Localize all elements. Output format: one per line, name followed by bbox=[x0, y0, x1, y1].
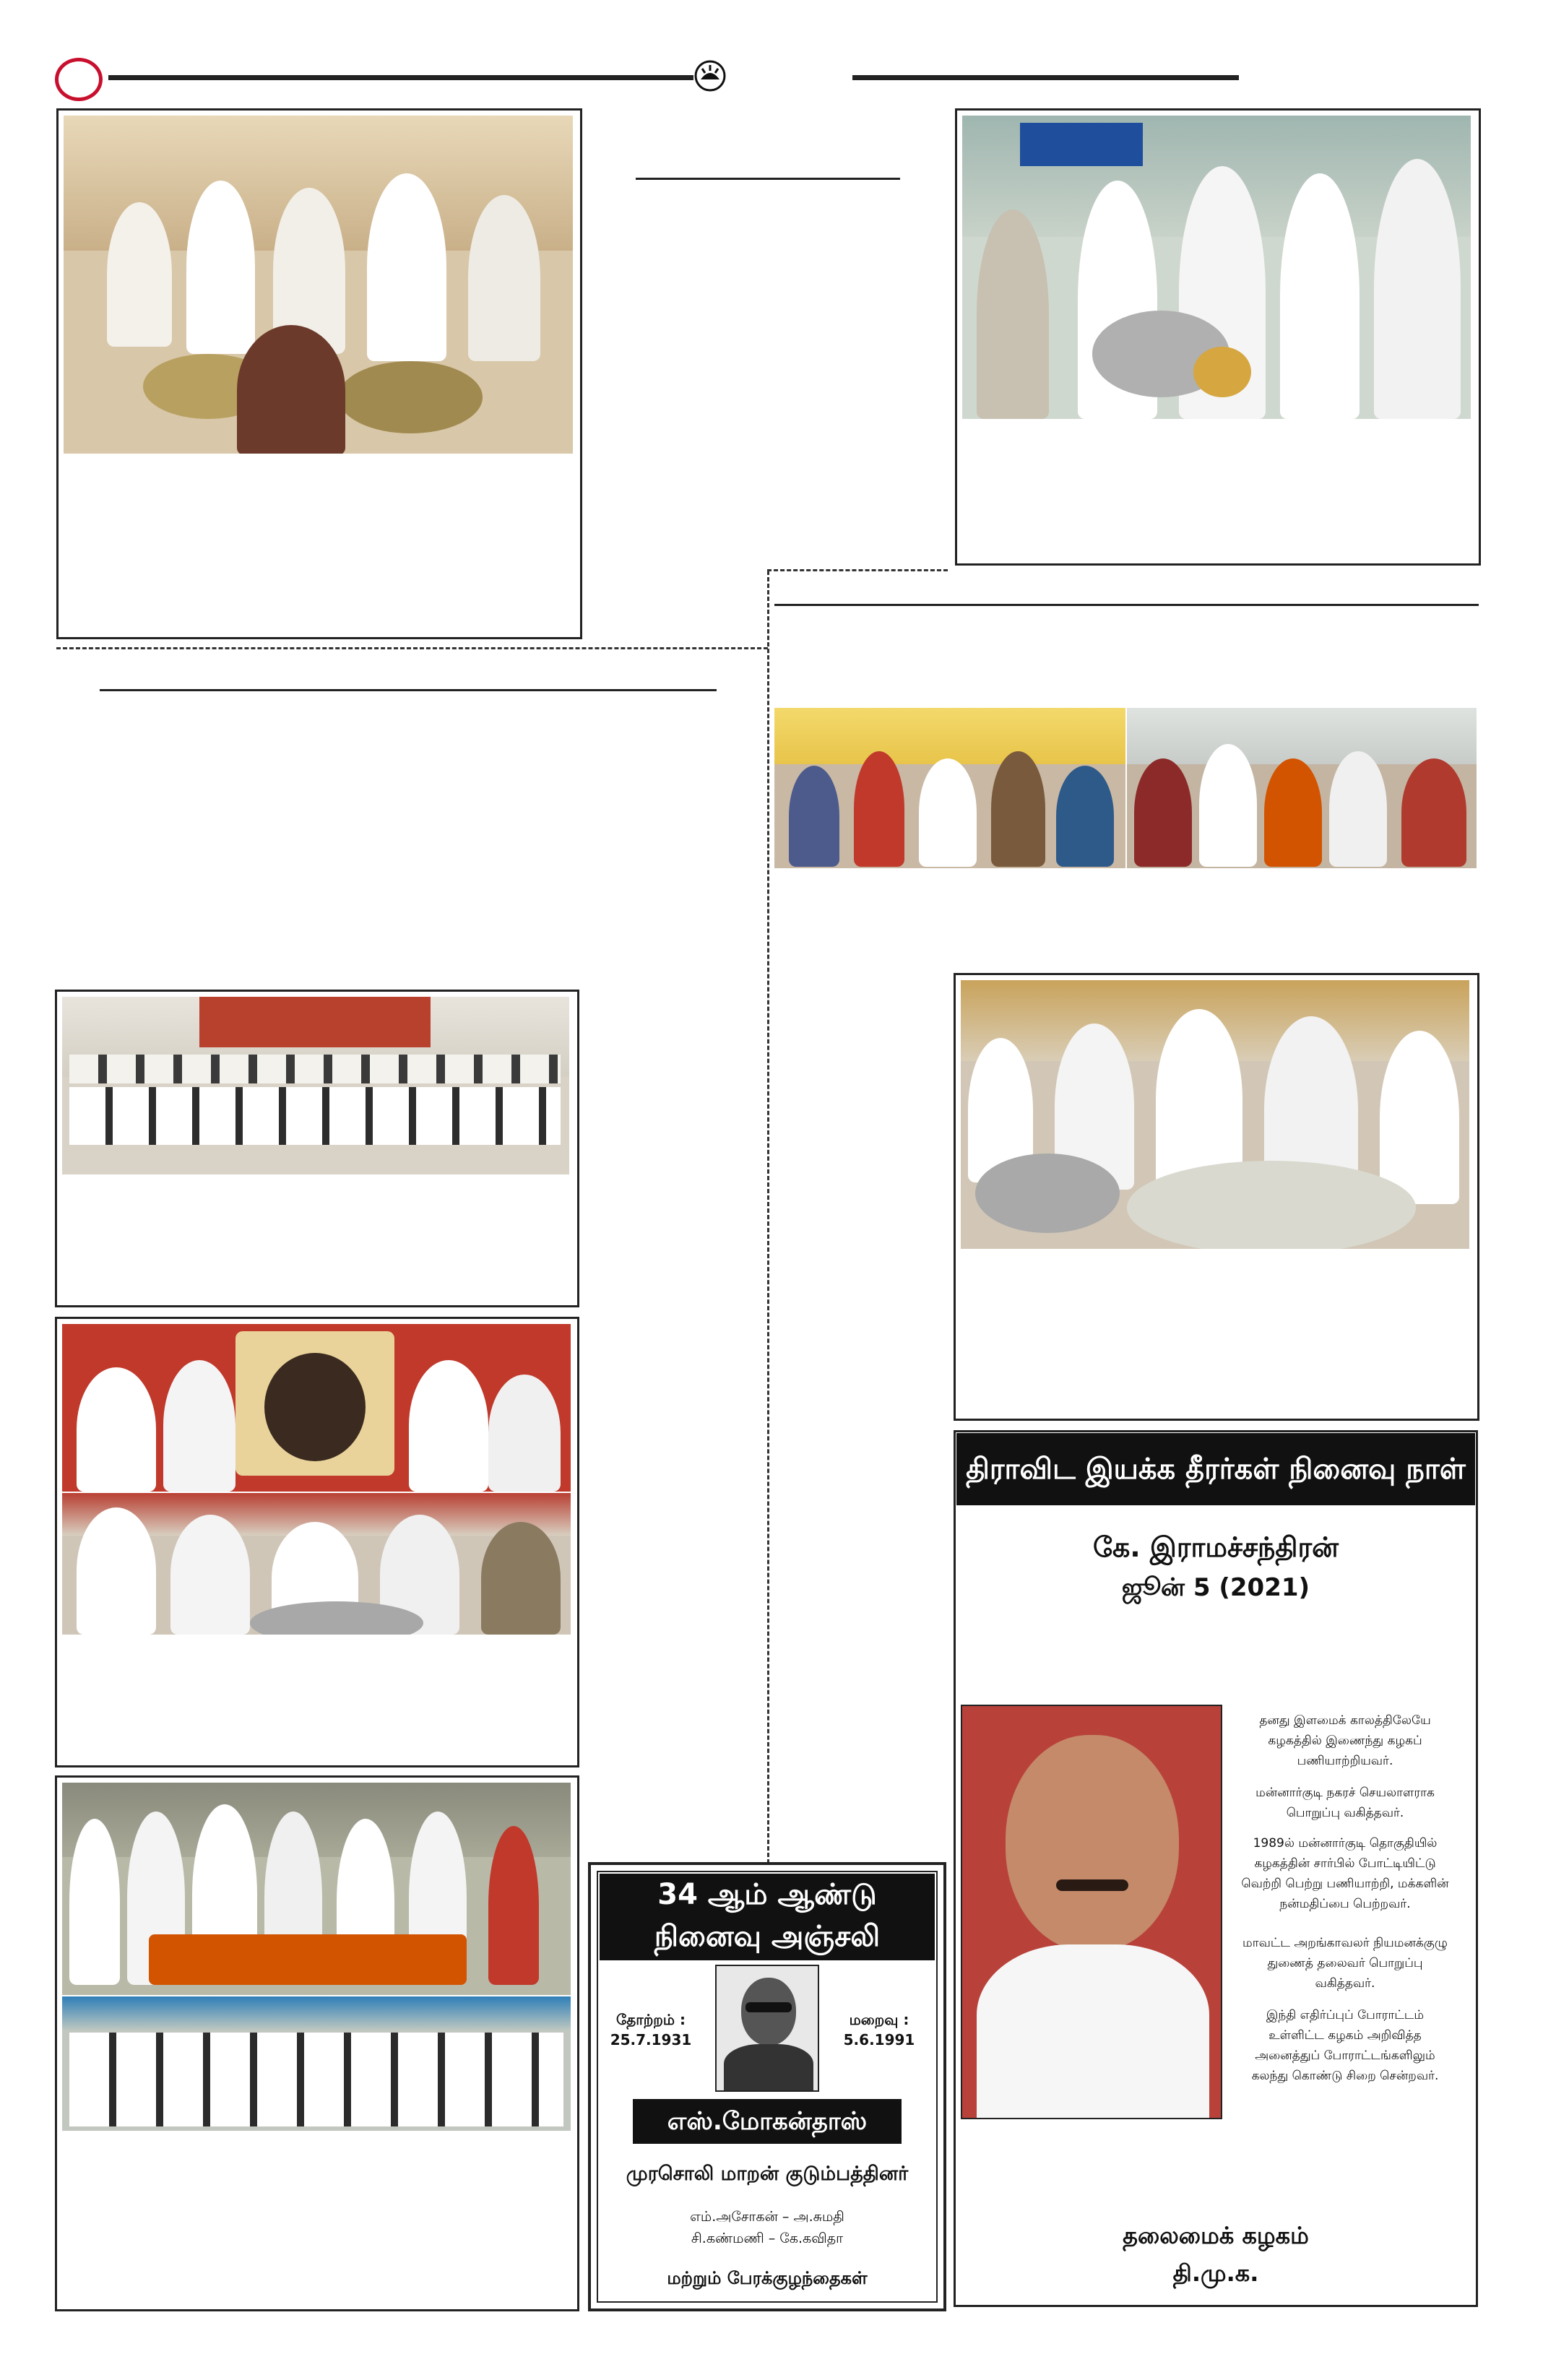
news-photo-memorial-group bbox=[62, 1996, 571, 2131]
anniversary-death-date: 5.6.1991 bbox=[843, 2031, 915, 2048]
anniversary-person-name: எஸ்.மோகன்தாஸ் bbox=[633, 2099, 902, 2144]
memorial-person-name: கே. இராமச்சந்திரன் bbox=[1092, 1531, 1339, 1563]
headline-rule-left bbox=[100, 689, 717, 691]
anniversary-family: முரசொலி மாறன் குடும்பத்தினர் bbox=[626, 2163, 909, 2185]
memorial-bio-3: 1989ல் மன்னார்குடி தொகுதியில் கழகத்தின் சார்பில் போட்டியிட்டு வெற்றி பெற்று பணியாற்றி, மக்களின் நன்மதிப்பை பெற்றவர். bbox=[1241, 1836, 1449, 1911]
anniversary-title-line2: நினைவு அஞ்சலி bbox=[654, 1920, 881, 1953]
news-photo-memorial-visit bbox=[62, 1783, 571, 1995]
memorial-footer-line1: தலைமைக் கழகம் bbox=[1123, 2222, 1309, 2249]
anniversary-birth-label: தோற்றம் : bbox=[616, 2011, 686, 2028]
news-photo-food-distribution-1 bbox=[64, 116, 573, 454]
news-photo-tribute-portrait bbox=[62, 1324, 571, 1492]
column-divider bbox=[767, 571, 769, 1864]
anniversary-person-portrait bbox=[715, 1965, 819, 2092]
memorial-bio-4: மாவட்ட அறங்காவலர் நியமனக்குழு துணைத் தலைவர் பொறுப்பு வகித்தவர். bbox=[1242, 1936, 1448, 1991]
memorial-bio-2: மன்னார்குடி நகரச் செயலாளராக பொறுப்பு வகித்தவர். bbox=[1255, 1786, 1435, 1820]
news-photo-food-distribution-4 bbox=[1127, 708, 1477, 868]
anniversary-members-line2: சி.கண்மணி – கே.கவிதா bbox=[691, 2230, 844, 2246]
news-photo-food-distribution-2 bbox=[962, 116, 1471, 419]
news-photo-group-meeting bbox=[62, 997, 569, 1174]
news-photo-food-distribution-5 bbox=[961, 980, 1469, 1249]
header-rule-left bbox=[108, 75, 693, 80]
anniversary-title-block bbox=[600, 1874, 935, 1960]
anniversary-title-line1: 34 ஆம் ஆண்டு bbox=[657, 1878, 877, 1911]
anniversary-birth-date: 25.7.1931 bbox=[610, 2031, 692, 2048]
memorial-bio-5: இந்தி எதிர்ப்புப் போராட்டம் உள்ளிட்ட கழகம் அறிவித்த அனைத்துப் போராட்டங்களிலும் கலந்து கொண்டு சிறை சென்றவர். bbox=[1251, 2008, 1439, 2083]
memorial-notice-title: திராவிட இயக்க தீரர்கள் நினைவு நாள் bbox=[956, 1433, 1475, 1505]
page-number-circle bbox=[55, 58, 103, 101]
news-photo-food-distribution-3 bbox=[774, 708, 1125, 868]
memorial-bio-1: தனது இளமைக் காலத்திலேயே கழகத்தில் இணைந்து கழகப் பணியாற்றியவர். bbox=[1259, 1713, 1431, 1768]
anniversary-members-line1: எம்.அசோகன் – அ.சுமதி bbox=[690, 2209, 844, 2225]
anniversary-closing: மற்றும் பேரக்குழந்தைகள் bbox=[667, 2268, 868, 2288]
section-divider-right bbox=[767, 569, 948, 571]
header-rule-right bbox=[852, 75, 1239, 80]
section-divider-left bbox=[56, 647, 768, 649]
memorial-person-date: ஜூன் 5 (2021) bbox=[1121, 1573, 1310, 1602]
anniversary-death-label: மறைவு : bbox=[849, 2011, 909, 2028]
memorial-person-portrait bbox=[961, 1705, 1222, 2119]
headline-rule-top bbox=[636, 178, 900, 180]
rising-sun-emblem-icon bbox=[693, 59, 727, 92]
news-photo-tribute-food bbox=[62, 1493, 571, 1635]
headline-rule-right bbox=[774, 604, 1479, 606]
memorial-footer-line2: தி.மு.க. bbox=[1172, 2259, 1259, 2287]
